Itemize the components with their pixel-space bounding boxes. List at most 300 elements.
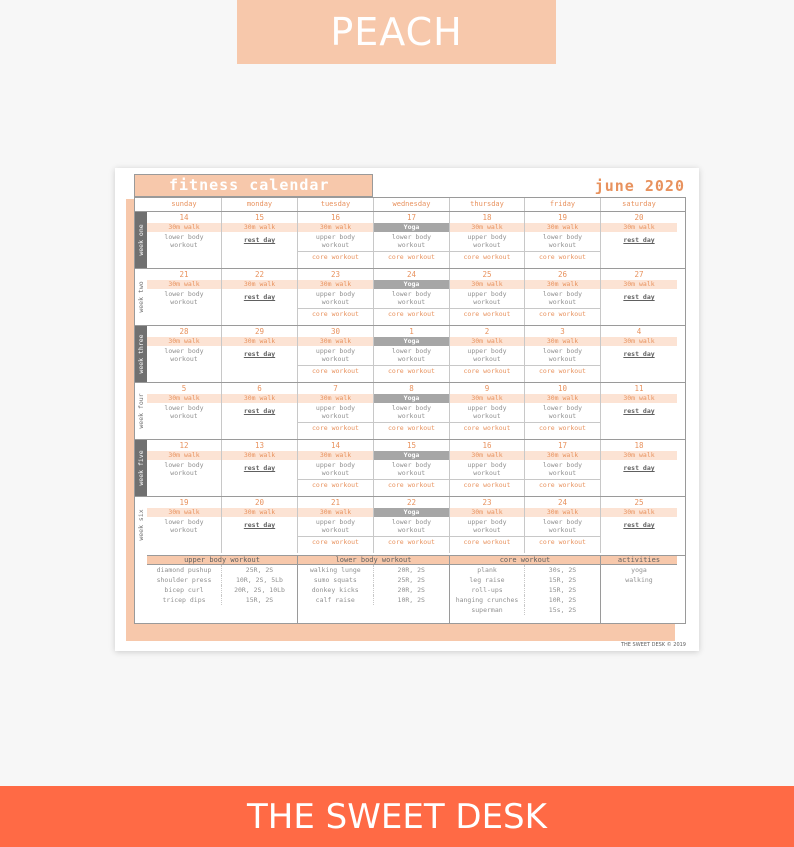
workout-entry [450,518,524,534]
yoga-entry: Yoga [374,451,449,460]
upper-body-section [147,556,298,623]
top-banner: PEACH [237,0,556,64]
workout-entry [525,290,600,306]
walk-entry: 30m walk [450,451,524,460]
day-cell [525,497,601,553]
workout-line: upper body [467,518,507,526]
date-number: 30 [330,327,341,336]
exercise-name: hanging crunches [450,595,525,605]
exercise-row [450,585,600,595]
workout-line: lower body [164,233,204,241]
exercise-row [450,595,600,605]
workout-line: workout [170,469,198,477]
walk-entry: 30m walk [222,280,297,289]
date-number: 19 [557,213,568,222]
workout-line: lower body [391,233,432,241]
core-workout-entry: core workout [298,536,373,546]
section-title: upper body workout [147,556,297,565]
date-number: 16 [330,213,341,222]
day-header-friday: friday [525,198,601,211]
workout-line: upper body [315,461,356,469]
day-header-monday: monday [222,198,298,211]
walk-entry: 30m walk [298,394,373,403]
workout-entry [525,404,600,420]
core-workout-entry: core workout [450,422,524,432]
workout-line: workout [170,412,198,420]
workout-entry [374,404,449,420]
workout-line: lower body [391,518,432,526]
week-row [135,325,685,382]
week-row [135,268,685,325]
copyright: THE SWEET DESK © 2019 [620,642,686,648]
workout-line: workout [321,469,350,477]
day-cell [450,326,525,382]
date-number: 17 [557,441,568,450]
rest-day: rest day [243,293,276,301]
day-cell [222,269,298,325]
workout-line: lower body [164,404,204,412]
workout-entry [374,518,449,534]
workout-line: upper body [467,290,507,298]
workout-line: workout [321,298,350,306]
exercise-reps: 30s, 2S [548,566,577,574]
week-label-text: week five [137,450,145,486]
day-cell [601,269,677,325]
workout-line: workout [170,241,198,249]
rest-day: rest day [243,407,276,415]
day-header-row [147,198,677,211]
workout-line: workout [473,241,501,249]
exercise-row [450,575,600,585]
workout-line: workout [321,355,350,363]
workout-line: upper body [467,347,507,355]
workout-line: workout [473,355,501,363]
activity-item: yoga [631,566,647,574]
workout-line: lower body [391,290,432,298]
walk-entry: 30m walk [147,337,221,346]
workout-entry [450,461,524,477]
core-workout-entry: core workout [525,536,600,546]
date-number: 3 [560,327,565,336]
core-workout-entry: core workout [450,251,524,261]
day-cell [147,269,222,325]
walk-entry: 30m walk [298,508,373,517]
day-header-tuesday: tuesday [298,198,374,211]
date-number: 10 [557,384,568,393]
date-number: 16 [482,441,492,450]
day-header-saturday: saturday [622,200,656,208]
workout-line: workout [170,298,198,306]
exercise-name: tricep dips [147,595,222,605]
exercise-name: donkey kicks [298,585,374,595]
day-cell [222,326,298,382]
date-number: 8 [409,384,414,393]
workout-line: workout [170,355,198,363]
exercise-reps: 10R, 2S [397,596,425,604]
walk-entry: 30m walk [525,280,600,289]
workout-line: workout [397,355,426,363]
core-workout-entry: core workout [525,479,600,489]
workout-line: lower body [542,518,583,526]
day-cell [525,212,601,268]
week-label-text: week six [137,509,145,541]
walk-entry: 30m walk [525,337,600,346]
exercise-row [298,565,449,575]
day-cell [601,497,677,553]
date-number: 19 [179,498,189,507]
workout-entry [298,347,373,363]
walk-entry: 30m walk [147,394,221,403]
day-cell [601,212,677,268]
day-header-thursday: thursday [450,198,525,211]
workout-line: upper body [467,461,507,469]
day-cell [298,269,374,325]
workout-line: workout [170,526,198,534]
workout-line: workout [548,241,577,249]
workout-line: upper body [315,290,356,298]
workout-line: lower body [391,347,432,355]
workout-line: workout [321,412,350,420]
workout-entry [525,461,600,477]
core-workout-entry: core workout [374,536,449,546]
day-header-wednesday: wednesday [374,198,450,211]
core-workout-entry: core workout [450,479,524,489]
date-number: 29 [254,327,265,336]
date-number: 4 [636,327,642,336]
walk-entry: 30m walk [147,508,221,517]
week-label-text: week one [137,224,145,256]
day-cell [222,383,298,439]
week-label-text: week two [137,281,145,313]
activity-item: walking [625,576,653,584]
day-cell [147,440,222,496]
walk-entry: 30m walk [298,451,373,460]
walk-entry: 30m walk [525,394,600,403]
walk-entry: 30m walk [222,508,297,517]
date-number: 5 [181,384,187,393]
bottom-banner: THE SWEET DESK [0,786,794,847]
workout-line: lower body [542,233,583,241]
workout-entry [298,404,373,420]
workout-entry [374,347,449,363]
exercise-name: diamond pushup [147,565,222,575]
workout-entry [147,518,221,534]
date-number: 23 [330,270,341,279]
workout-line: lower body [391,404,432,412]
workout-line: lower body [164,518,204,526]
day-cell [374,497,450,553]
core-workout-entry: core workout [525,422,600,432]
workout-line: upper body [467,233,507,241]
workout-line: lower body [164,347,204,355]
walk-entry: 30m walk [147,451,221,460]
workout-line: workout [321,241,350,249]
day-cell [147,497,222,553]
core-workout-entry: core workout [450,308,524,318]
date-number: 6 [257,384,262,393]
day-cell [525,440,601,496]
exercise-name: roll-ups [450,585,525,595]
core-workout-entry: core workout [298,479,373,489]
walk-entry: 30m walk [298,337,373,346]
workout-entry [525,233,600,249]
walk-entry: 30m walk [222,394,297,403]
exercise-name: leg raise [450,575,525,585]
workout-line: workout [473,298,501,306]
workout-line: workout [548,298,577,306]
exercise-reps: 25R, 2S [397,576,425,584]
workout-line: lower body [164,461,204,469]
week-row [135,496,685,553]
day-cell [374,212,450,268]
day-header-sunday: sunday [147,198,222,211]
core-section [450,556,601,623]
walk-entry: 30m walk [147,223,221,232]
workout-entry [525,518,600,534]
workout-entry [450,347,524,363]
section-title: activities [601,556,677,565]
date-number: 25 [482,270,492,279]
workout-line: lower body [542,347,583,355]
workout-entry [450,290,524,306]
core-workout-entry: core workout [298,365,373,375]
walk-entry: 30m walk [450,223,524,232]
workout-line: workout [473,469,501,477]
workout-line: upper body [315,233,356,241]
yoga-entry: Yoga [374,280,449,289]
workout-line: workout [397,241,426,249]
workout-line: lower body [391,461,432,469]
date-number: 18 [482,213,492,222]
date-number: 18 [634,441,644,450]
exercise-reps: 15R, 2S [245,596,274,604]
date-number: 20 [634,213,644,222]
core-workout-entry: core workout [450,536,524,546]
exercise-row [298,585,449,595]
day-cell [601,326,677,382]
yoga-entry: Yoga [374,337,449,346]
calendar-grid [134,197,686,624]
rest-day: rest day [623,236,655,244]
date-number: 17 [406,213,417,222]
date-number: 14 [179,213,189,222]
exercise-name: walking lunge [298,565,374,575]
exercise-name: calf raise [298,595,374,605]
walk-entry: 30m walk [601,394,677,403]
workout-entry [374,233,449,249]
date-number: 14 [330,441,341,450]
day-cell [374,326,450,382]
day-cell [298,497,374,553]
date-number: 23 [482,498,492,507]
exercise-name: bicep curl [147,585,222,595]
core-workout-entry: core workout [374,479,449,489]
workout-line: workout [473,412,501,420]
walk-entry: 30m walk [147,280,221,289]
exercise-row [450,565,600,575]
exercise-name: shoulder press [147,575,222,585]
day-cell [298,440,374,496]
walk-entry: 30m walk [601,223,677,232]
workout-line: workout [397,412,426,420]
calendar-title: fitness calendar [134,174,373,197]
day-cell [601,383,677,439]
day-cell [298,212,374,268]
week-label [135,383,147,439]
core-workout-entry: core workout [525,308,600,318]
walk-entry: 30m walk [601,451,677,460]
rest-day: rest day [243,350,276,358]
workout-line: upper body [467,404,507,412]
core-workout-entry: core workout [298,422,373,432]
week-row [135,211,685,268]
workout-entry [374,290,449,306]
workout-line: upper body [315,347,356,355]
walk-entry: 30m walk [601,337,677,346]
exercise-reps: 10R, 2S, 5Lb [236,576,283,584]
workout-entry [147,233,221,249]
exercise-reps: 15s, 2S [548,606,577,614]
workout-line: workout [548,355,577,363]
workout-entry [298,518,373,534]
walk-entry: 30m walk [222,223,297,232]
rest-day: rest day [623,350,655,358]
core-workout-entry: core workout [450,365,524,375]
walk-entry: 30m walk [298,280,373,289]
workout-line: workout [548,412,577,420]
workout-line: workout [473,526,501,534]
walk-entry: 30m walk [601,280,677,289]
week-label [135,326,147,382]
workout-line: workout [321,526,350,534]
date-number: 9 [484,384,490,393]
date-number: 20 [254,498,265,507]
walk-entry: 30m walk [525,451,600,460]
walk-entry: 30m walk [450,280,524,289]
workout-entry [147,461,221,477]
exercise-name: plank [450,565,525,575]
date-number: 25 [634,498,644,507]
exercise-row [147,585,297,595]
workout-entry [298,233,373,249]
week-label-text: week four [137,393,145,429]
weeks [135,211,685,553]
workout-entry [374,461,449,477]
workout-line: workout [548,526,577,534]
day-cell [147,383,222,439]
week-label [135,440,147,496]
day-cell [222,212,298,268]
workout-line: upper body [315,404,356,412]
date-number: 2 [484,327,490,336]
exercise-row [147,575,297,585]
date-number: 28 [179,327,189,336]
workout-line: lower body [542,404,583,412]
exercise-row [298,575,449,585]
date-number: 15 [406,441,417,450]
calendar-sheet [115,168,699,651]
exercise-reps: 20R, 2S [397,586,425,594]
exercise-row [147,595,297,605]
week-row [135,382,685,439]
day-cell [525,383,601,439]
workout-line: lower body [164,290,204,298]
rest-day: rest day [243,464,276,472]
core-workout-entry: core workout [374,365,449,375]
core-workout-entry: core workout [298,251,373,261]
date-number: 21 [330,498,341,507]
yoga-entry: Yoga [374,508,449,517]
exercise-row [450,605,600,615]
walk-entry: 30m walk [450,508,524,517]
week-label [135,212,147,268]
date-number: 21 [179,270,189,279]
day-cell [374,440,450,496]
core-workout-entry: core workout [525,251,600,261]
day-cell [374,383,450,439]
day-cell [450,212,525,268]
date-number: 1 [409,327,414,336]
workout-entry [450,233,524,249]
date-number: 13 [254,441,265,450]
lower-body-section [298,556,450,623]
day-cell [147,326,222,382]
exercise-reps: 15R, 2S [548,576,577,584]
day-cell [450,497,525,553]
walk-entry: 30m walk [222,337,297,346]
workout-reference [147,555,685,623]
day-cell [222,440,298,496]
workout-entry [450,404,524,420]
date-number: 24 [406,270,417,279]
activities-section [601,556,677,623]
exercise-reps: 10R, 2S [548,596,577,604]
workout-line: lower body [542,290,583,298]
yoga-entry: Yoga [374,394,449,403]
workout-entry [298,461,373,477]
date-number: 22 [254,270,265,279]
workout-line: workout [548,469,577,477]
rest-day: rest day [243,521,276,529]
workout-entry [147,290,221,306]
walk-entry: 30m walk [222,451,297,460]
date-number: 26 [557,270,568,279]
day-cell [525,269,601,325]
yoga-entry: Yoga [374,223,449,232]
workout-line: workout [397,526,426,534]
date-number: 11 [634,384,644,393]
core-workout-entry: core workout [374,251,449,261]
core-workout-entry: core workout [298,308,373,318]
exercise-reps: 20R, 2S [397,566,425,574]
date-number: 22 [406,498,417,507]
exercise-name: superman [450,605,525,615]
day-cell [147,212,222,268]
day-cell [450,440,525,496]
date-number: 27 [634,270,644,279]
day-cell [298,326,374,382]
workout-entry [298,290,373,306]
date-number: 12 [179,441,189,450]
walk-entry: 30m walk [601,508,677,517]
date-number: 24 [557,498,568,507]
exercise-name: sumo squats [298,575,374,585]
walk-entry: 30m walk [450,337,524,346]
workout-entry [147,347,221,363]
week-label [135,269,147,325]
day-cell [450,269,525,325]
day-cell [450,383,525,439]
